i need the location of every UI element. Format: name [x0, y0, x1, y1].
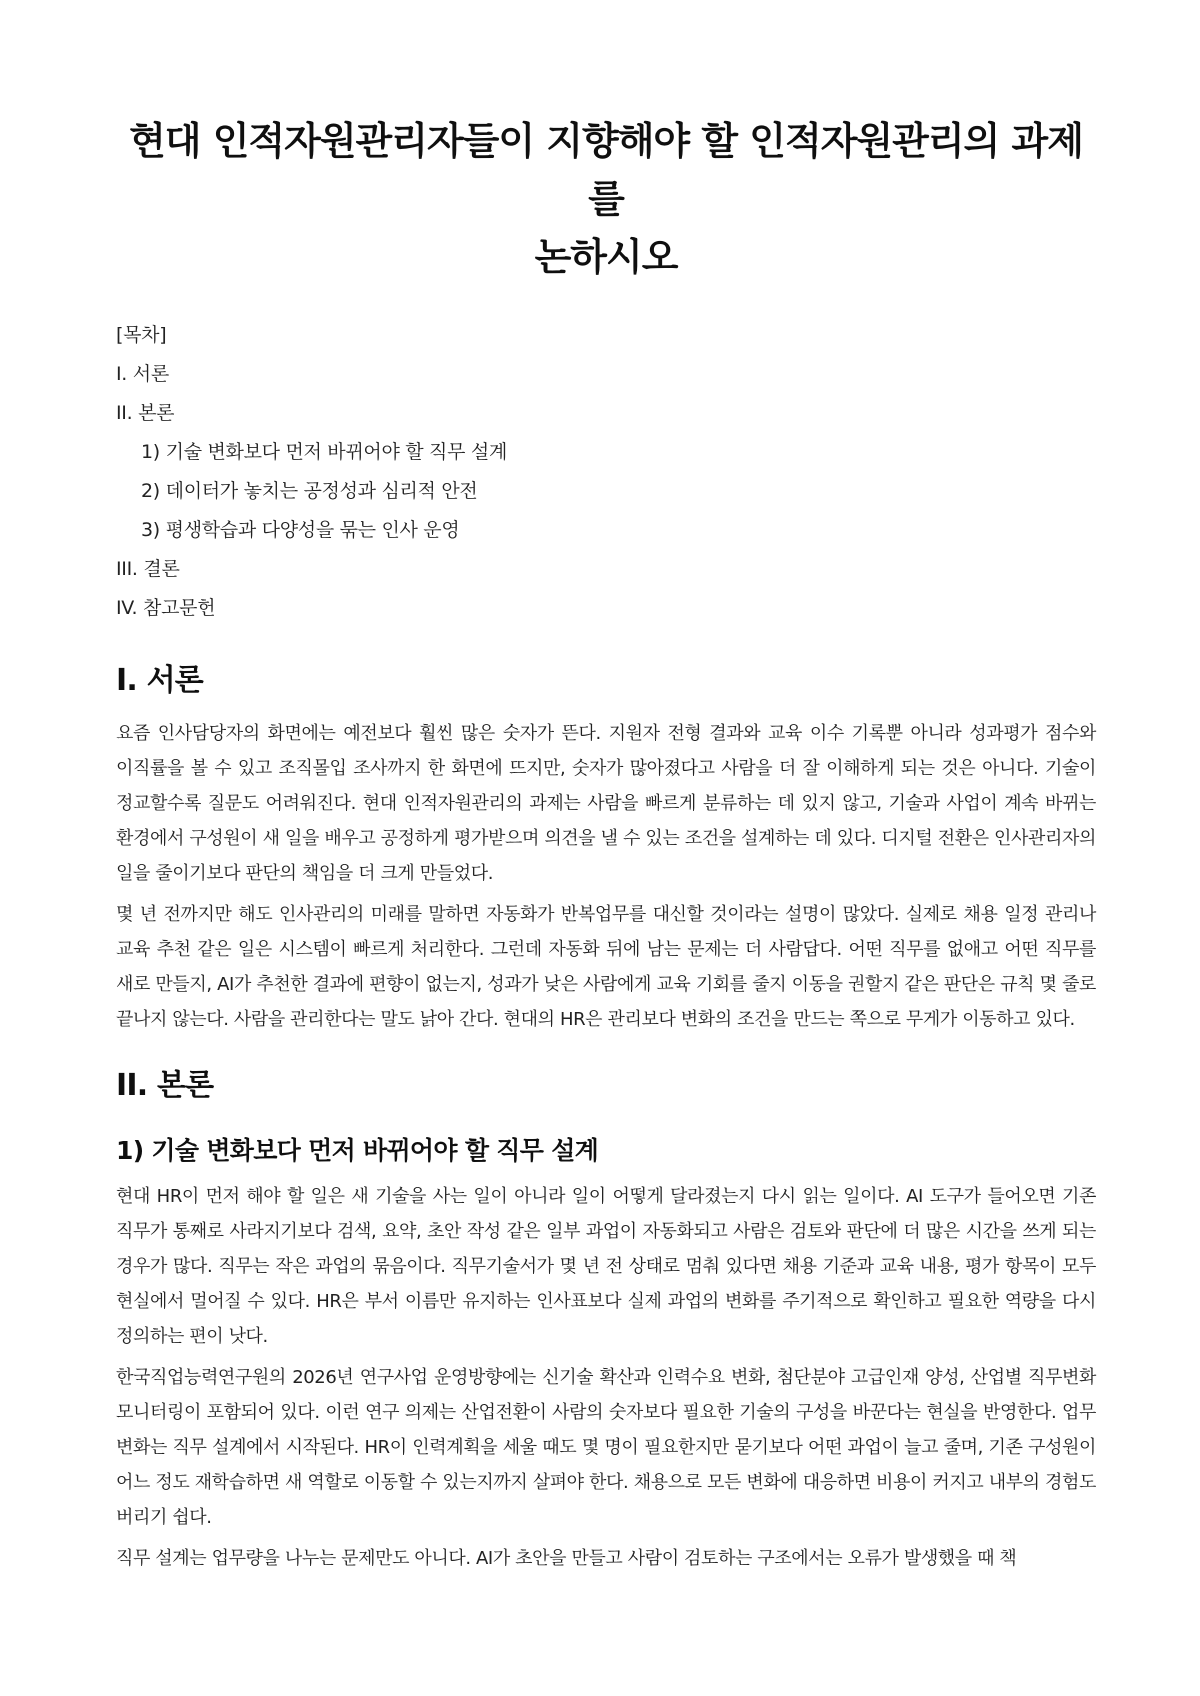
document-title — [116, 112, 1096, 286]
toc-item-body-1: 1) 기술 변화보다 먼저 바뀌어야 할 직무 설계 — [141, 441, 507, 463]
section-introduction — [116, 658, 1096, 1037]
toc-item-body-2: 2) 데이터가 놓치는 공정성과 심리적 안전 — [141, 480, 478, 502]
toc-item-body: II. 본론 — [116, 402, 175, 424]
paragraph: 직무 설계는 업무량을 나누는 문제만도 아니다. AI가 초안을 만들고 사람이 검토하는 구조에서는 오류가 발생했을 때 책 — [116, 1548, 1017, 1569]
section-heading-introduction: I. 서론 — [116, 663, 203, 698]
toc-item-references: IV. 참고문헌 — [116, 597, 216, 619]
table-of-contents — [116, 316, 1096, 628]
document-title-line2: 논하시오 — [534, 235, 678, 279]
section-body — [116, 1063, 1096, 1576]
toc-item-conclusion: III. 결론 — [116, 558, 180, 580]
paragraph: 요즘 인사담당자의 화면에는 예전보다 훨씬 많은 숫자가 뜬다. 지원자 전형 결과와 교육 이수 기록뿐 아니라 성과평가 점수와 이직률을 볼 수 있고 조직몰입 조사까지 한 화면에 뜨지만, 숫자가 많아졌다고 사람을 더 잘 이해하게 되는 것은 아니다. 기술이 정교할수록 질문도 어려워진다. 현대 인적자원관리의 과제는 사람을 빠르게 분류하는 데 있지 않고, 기술과 사업이 계속 바뀌는 환경에서 구성원이 새 일을 배우고 공정하게 평가받으며 의견을 낼 수 있는 조건을 설계하는 데 있다. 디지털 전환은 인사관리자의 일을 줄이기보다 판단의 책임을 더 크게 만들었다. — [116, 723, 1096, 884]
subsection-heading-job-design: 1) 기술 변화보다 먼저 바뀌어야 할 직무 설계 — [116, 1136, 599, 1165]
paragraph: 현대 HR이 먼저 해야 할 일은 새 기술을 사는 일이 아니라 일이 어떻게 달라졌는지 다시 읽는 일이다. AI 도구가 들어오면 기존 직무가 통째로 사라지기보다 검색, 요약, 초안 작성 같은 일부 과업이 자동화되고 사람은 검토와 판단에 더 많은 시간을 쓰게 되는 경우가 많다. 직무는 작은 과업의 묶음이다. 직무기술서가 몇 년 전 상태로 멈춰 있다면 채용 기준과 교육 내용, 평가 항목이 모두 현실에서 멀어질 수 있다. HR은 부서 이름만 유지하는 인사표보다 실제 과업의 변화를 주기적으로 확인하고 필요한 역량을 다시 정의하는 편이 낫다. — [116, 1186, 1096, 1347]
section-heading-body: II. 본론 — [116, 1068, 214, 1103]
document-title-line1: 현대 인적자원관리자들이 지향해야 할 인적자원관리의 과제를 — [129, 119, 1083, 221]
toc-item-introduction: I. 서론 — [116, 363, 169, 385]
toc-heading: [목차] — [116, 324, 167, 346]
paragraph: 한국직업능력연구원의 2026년 연구사업 운영방향에는 신기술 확산과 인력수요 변화, 첨단분야 고급인재 양성, 산업별 직무변화 모니터링이 포함되어 있다. 이런 연구 의제는 산업전환이 사람의 숫자보다 필요한 기술의 구성을 바꾼다는 현실을 반영한다. 업무 변화는 직무 설계에서 시작된다. HR이 인력계획을 세울 때도 몇 명이 필요한지만 묻기보다 어떤 과업이 늘고 줄며, 기존 구성원이 어느 정도 재학습하면 새 역할로 이동할 수 있는지까지 살펴야 한다. 채용으로 모든 변화에 대응하면 비용이 커지고 내부의 경험도 버리기 쉽다. — [116, 1367, 1096, 1528]
toc-item-body-3: 3) 평생학습과 다양성을 묶는 인사 운영 — [141, 519, 460, 541]
paragraph: 몇 년 전까지만 해도 인사관리의 미래를 말하면 자동화가 반복업무를 대신할 것이라는 설명이 많았다. 실제로 채용 일정 관리나 교육 추천 같은 일은 시스템이 빠르게 처리한다. 그런데 자동화 뒤에 남는 문제는 더 사람답다. 어떤 직무를 없애고 어떤 직무를 새로 만들지, AI가 추천한 결과에 편향이 없는지, 성과가 낮은 사람에게 교육 기회를 줄지 이동을 권할지 같은 판단은 규칙 몇 줄로 끝나지 않는다. 사람을 관리한다는 말도 낡아 간다. 현대의 HR은 관리보다 변화의 조건을 만드는 쪽으로 무게가 이동하고 있다. — [116, 904, 1096, 1030]
